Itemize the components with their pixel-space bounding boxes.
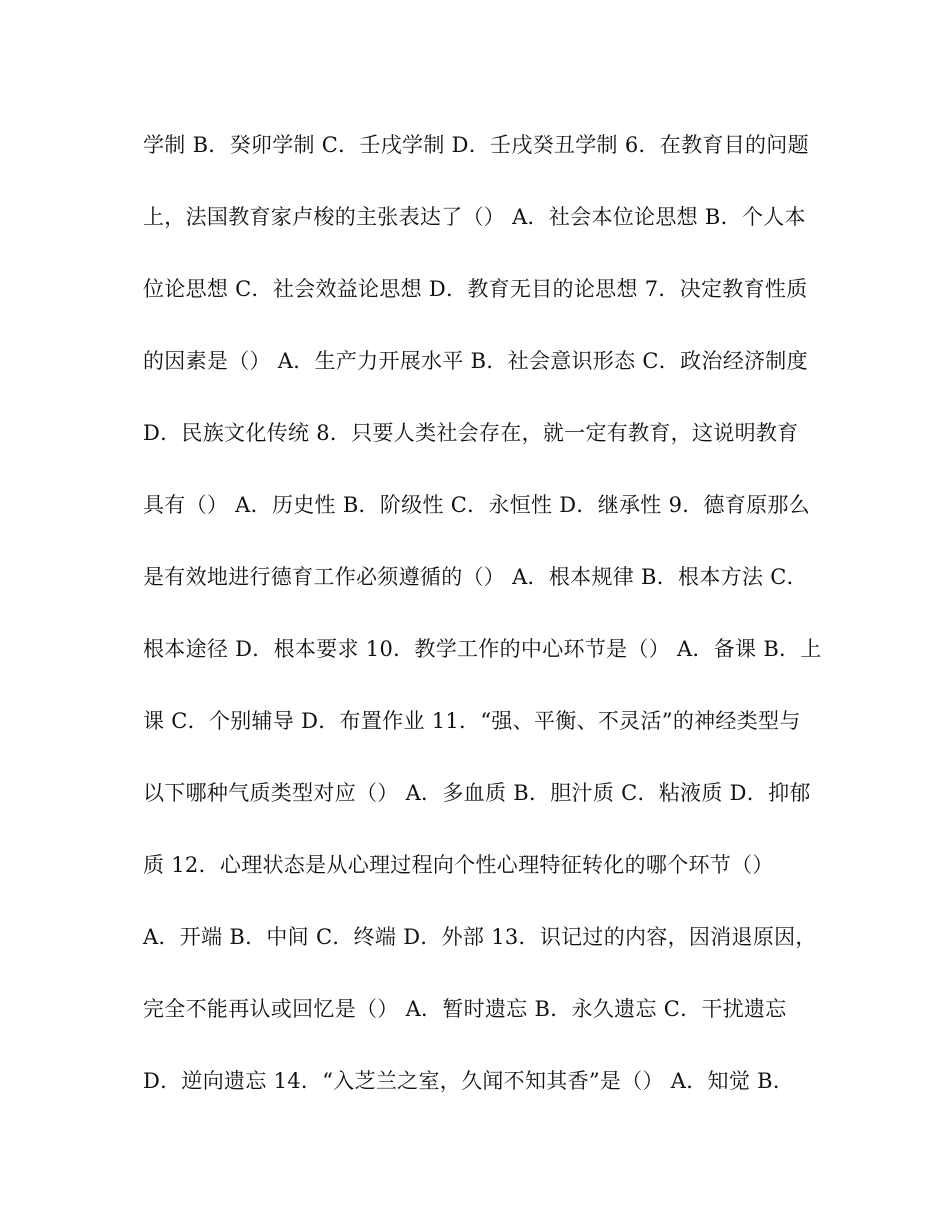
text-line: 位论思想 C．社会效益论思想 D．教育无目的论思想 7．决定教育性质 xyxy=(143,277,808,301)
text-line: 具有（） A．历史性 B．阶级性 C．永恒性 D．继承性 9．德育原那么 xyxy=(143,493,811,517)
text-line: 上，法国教育家卢梭的主张表达了（） A．社会本位论思想 B．个人本 xyxy=(143,205,806,229)
text-line: 的因素是（） A．生产力开展水平 B．社会意识形态 C．政治经济制度 xyxy=(143,349,808,373)
document-body xyxy=(143,109,823,1117)
text-line: 完全不能再认或回忆是（） A．暂时遗忘 B．永久遗忘 C．干扰遗忘 xyxy=(143,997,787,1021)
text-line: D．民族文化传统 8．只要人类社会存在，就一定有教育，这说明教育 xyxy=(143,421,799,445)
text-line: 以下哪种气质类型对应（） A．多血质 B．胆汁质 C．粘液质 D．抑郁 xyxy=(143,781,811,805)
text-line: 是有效地进行德育工作必须遵循的（） A．根本规律 B．根本方法 C． xyxy=(143,565,808,589)
text-line: 质 12．心理状态是从心理过程向个性心理特征转化的哪个环节（） xyxy=(143,853,774,877)
text-line: A．开端 B．中间 C．终端 D．外部 13．识记过的内容，因消退原因， xyxy=(143,925,817,949)
text-line: 课 C．个别辅导 D．布置作业 11．“强、平衡、不灵活”的神经类型与 xyxy=(143,709,801,733)
text-line: 根本途径 D．根本要求 10．教学工作的中心环节是（） A．备课 B．上 xyxy=(143,637,822,661)
text-line: 学制 B．癸卯学制 C．壬戌学制 D．壬戌癸丑学制 6．在教育目的问题 xyxy=(143,133,809,157)
text-line: D．逆向遗忘 14．“入芝兰之室，久闻不知其香”是（） A．知觉 B． xyxy=(143,1069,795,1093)
